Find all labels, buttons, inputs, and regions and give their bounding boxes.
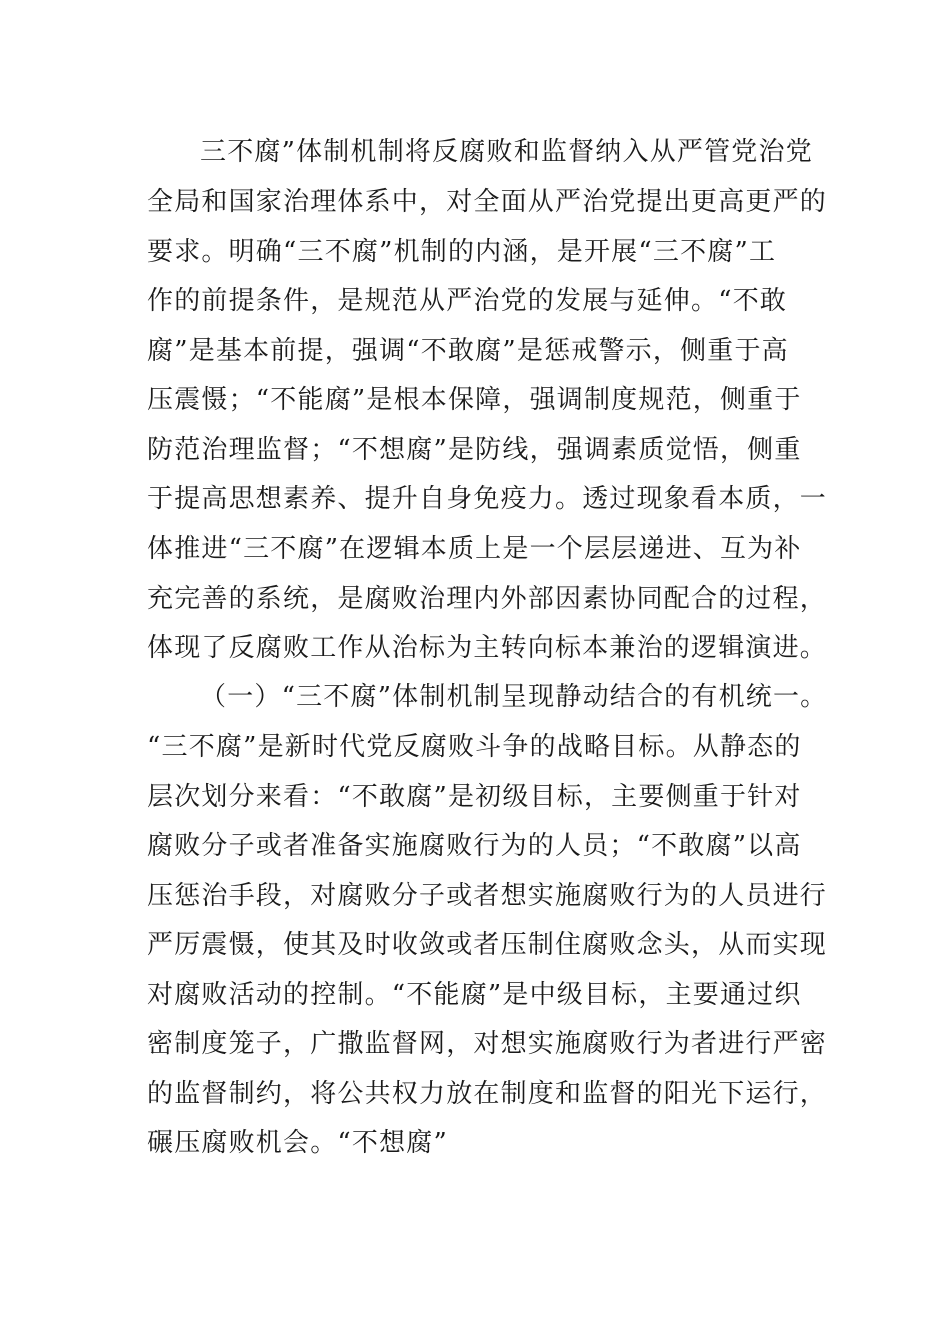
- text-line-20: 的监督制约，将公共权力放在制度和监督的阳光下运行，: [147, 1079, 828, 1109]
- text-line-4: 作的前提条件，是规范从严治党的发展与延伸。“不敢: [147, 286, 788, 316]
- text-line-5: 腐”是基本前提，强调“不敢腐”是惩戒警示，侧重于高: [147, 336, 789, 366]
- section-heading: （一）“三不腐”体制机制呈现静动结合的有机统一。: [200, 682, 828, 712]
- text-line-15: 腐败分子或者准备实施腐败行为的人员；“不敢腐”以高: [147, 831, 802, 861]
- text-line-7: 防范治理监督；“不想腐”是防线，强调素质觉悟，侧重: [147, 435, 802, 465]
- text-line-21: 碾压腐败机会。“不想腐”: [147, 1128, 448, 1158]
- text-line-8: 于提高思想素养、提升自身免疫力。透过现象看本质，一: [147, 484, 828, 514]
- text-line-9: 体推进“三不腐”在逻辑本质上是一个层层递进、互为补: [147, 534, 802, 564]
- text-line-13: “三不腐”是新时代党反腐败斗争的战略目标。从静态的: [147, 732, 802, 762]
- text-line-17: 严厉震慑，使其及时收敛或者压制住腐败念头，从而实现: [147, 930, 828, 960]
- text-line-1: 三不腐”体制机制将反腐败和监督纳入从严管党治党: [200, 137, 813, 167]
- text-line-18: 对腐败活动的控制。“不能腐”是中级目标，主要通过织: [147, 980, 802, 1010]
- text-line-10: 充完善的系统，是腐败治理内外部因素协同配合的过程，: [147, 584, 828, 614]
- text-line-16: 压惩治手段，对腐败分子或者想实施腐败行为的人员进行: [147, 881, 828, 911]
- text-line-11: 体现了反腐败工作从治标为主转向标本兼治的逻辑演进。: [147, 633, 828, 663]
- text-line-14: 层次划分来看：“不敢腐”是初级目标，主要侧重于针对: [147, 782, 802, 812]
- text-line-6: 压震慑；“不能腐”是根本保障，强调制度规范，侧重于: [147, 385, 802, 415]
- text-line-3: 要求。明确“三不腐”机制的内涵，是开展“三不腐”工: [147, 237, 777, 267]
- text-line-2: 全局和国家治理体系中，对全面从严治党提出更高更严的: [147, 187, 828, 217]
- text-line-19: 密制度笼子，广撒监督网，对想实施腐败行为者进行严密: [147, 1029, 828, 1059]
